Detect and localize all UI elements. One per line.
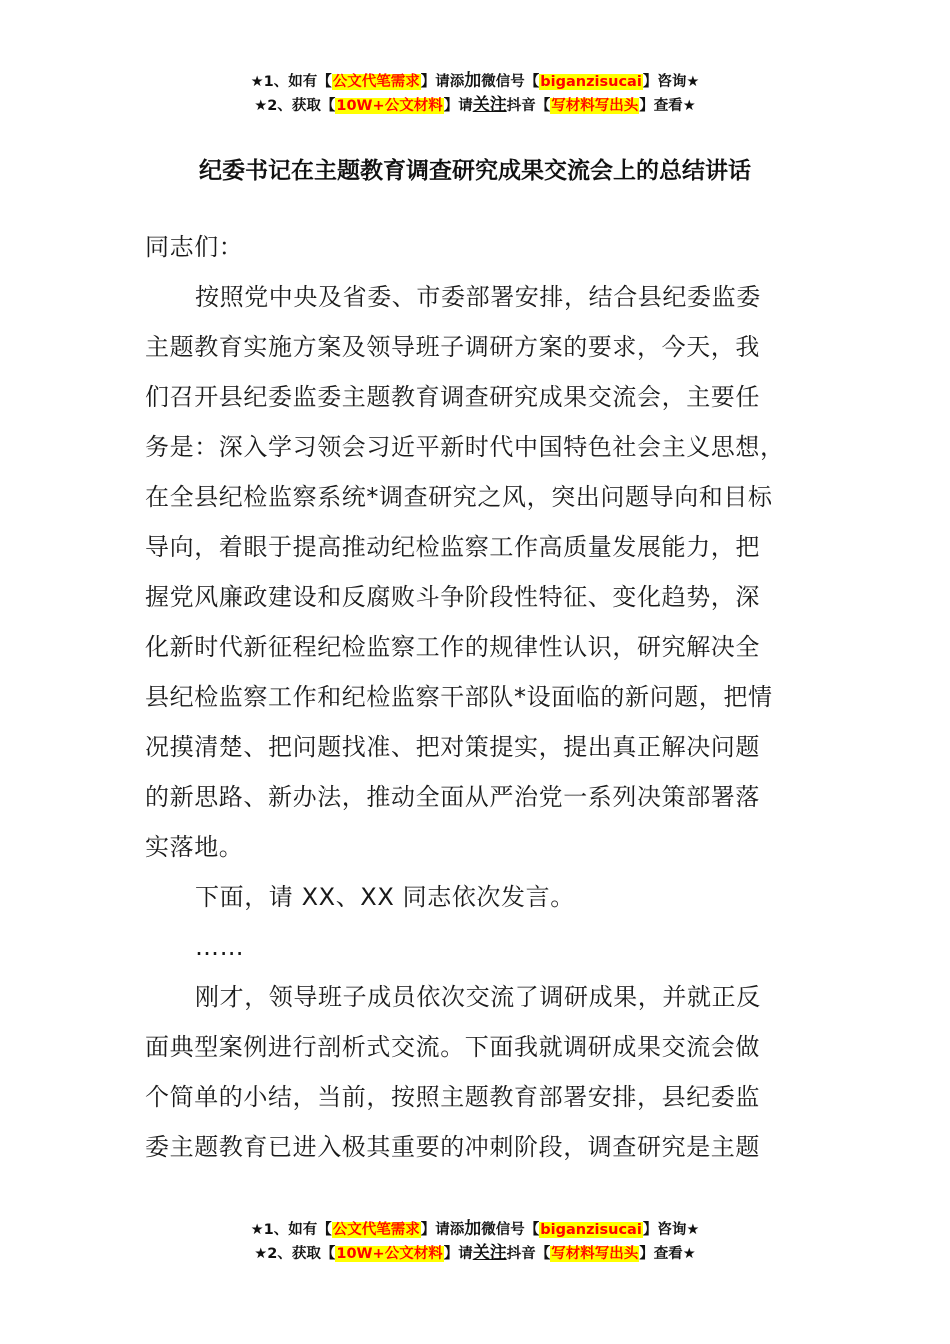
promo-line-2 (0, 94, 950, 118)
paragraph-1-line: 按照党中央及省委、市委部署安排，结合县纪委监委 (195, 283, 761, 311)
paragraph-1-line: 县纪检监察工作和纪检监察干部队*设面临的新问题，把情 (145, 683, 773, 711)
ellipsis: …… (195, 933, 245, 961)
paragraph-1-line: 们召开县纪委监委主题教育调查研究成果交流会，主要任 (145, 383, 760, 411)
promo-line-2 (0, 1242, 950, 1266)
promo-line-1-prefix: ★1、如有【 (250, 1222, 332, 1238)
paragraph-2: 下面，请 XX、XX 同志依次发言。 (195, 883, 575, 911)
paragraph-1-line: 的新思路、新办法，推动全面从严治党一系列决策部署落 (145, 783, 760, 811)
promo-line-2-highlight-account: 写材料写出头 (551, 98, 639, 114)
footer-promo-banner (0, 1218, 950, 1266)
promo-line-2-highlight-account: 写材料写出头 (551, 1246, 639, 1262)
document-body (145, 222, 805, 1172)
promo-line-1-highlight-wechat-id: biganzisucai (540, 1222, 642, 1238)
promo-line-1-suffix: 】咨询★ (642, 1222, 700, 1238)
promo-line-2-prefix: ★2、获取【 (254, 1246, 336, 1262)
promo-line-2-mid-b: 抖音【 (506, 98, 551, 114)
promo-line-2-mid-a: 】请 (443, 1246, 473, 1262)
document-title: 纪委书记在主题教育调查研究成果交流会上的总结讲话 (199, 158, 751, 184)
header-promo-banner (0, 70, 950, 118)
paragraph-3-line: 个简单的小结，当前，按照主题教育部署安排，县纪委监 (145, 1083, 760, 1111)
paragraph-3-line: 刚才，领导班子成员依次交流了调研成果，并就正反 (195, 983, 761, 1011)
promo-line-2-mid-b: 抖音【 (506, 1246, 551, 1262)
promo-line-2-suffix: 】查看★ (639, 98, 696, 114)
paragraph-1-line: 务是：深入学习领会习近平新时代中国特色社会主义思想， (145, 433, 785, 461)
paragraph-1-line: 在全县纪检监察系统*调查研究之风，突出问题导向和目标 (145, 483, 773, 511)
promo-line-2-mid-a: 】请 (443, 98, 473, 114)
paragraph-1-line: 况摸清楚、把问题找准、把对策提实，提出真正解决问题 (145, 733, 760, 761)
promo-line-1-highlight-wechat-id: biganzisucai (540, 74, 642, 90)
promo-line-2-emphasis: 关注 (472, 1243, 507, 1263)
paragraph-1 (145, 272, 805, 872)
promo-line-2-emphasis: 关注 (472, 95, 507, 115)
promo-line-2-suffix: 】查看★ (639, 1246, 696, 1262)
promo-line-2-prefix: ★2、获取【 (254, 98, 336, 114)
paragraph-1-line: 实落地。 (145, 833, 244, 861)
promo-line-2-highlight-materials: 10W+公文材料 (336, 1246, 443, 1262)
promo-line-1 (0, 1218, 950, 1242)
paragraph-1-line: 导向，着眼于提高推动纪检监察工作高质量发展能力，把 (145, 533, 760, 561)
promo-line-1-prefix: ★1、如有【 (250, 74, 332, 90)
paragraph-1-line: 化新时代新征程纪检监察工作的规律性认识，研究解决全 (145, 633, 760, 661)
promo-line-1-mid-a: 】请添 (420, 74, 465, 90)
promo-line-1-highlight-service: 公文代笔需求 (332, 1222, 420, 1238)
promo-line-1-mid-b: 微信号【 (481, 1222, 540, 1238)
promo-line-1-mid-a: 】请添 (420, 1222, 465, 1238)
promo-line-1-suffix: 】咨询★ (642, 74, 700, 90)
promo-line-1 (0, 70, 950, 94)
paragraph-3-line: 委主题教育已进入极其重要的冲刺阶段，调查研究是主题 (145, 1133, 760, 1161)
salutation: 同志们： (145, 233, 244, 261)
paragraph-1-line: 握党风廉政建设和反腐败斗争阶段性特征、变化趋势，深 (145, 583, 760, 611)
promo-line-1-mid-b: 微信号【 (481, 74, 540, 90)
paragraph-3-line: 面典型案例进行剖析式交流。下面我就调研成果交流会做 (145, 1033, 760, 1061)
promo-line-2-highlight-materials: 10W+公文材料 (336, 98, 443, 114)
promo-line-1-highlight-service: 公文代笔需求 (332, 74, 420, 90)
paragraph-1-line: 主题教育实施方案及领导班子调研方案的要求，今天，我 (145, 333, 760, 361)
promo-line-1-emphasis: 加 (464, 71, 482, 91)
paragraph-3 (145, 972, 805, 1172)
promo-line-1-emphasis: 加 (464, 1219, 482, 1239)
